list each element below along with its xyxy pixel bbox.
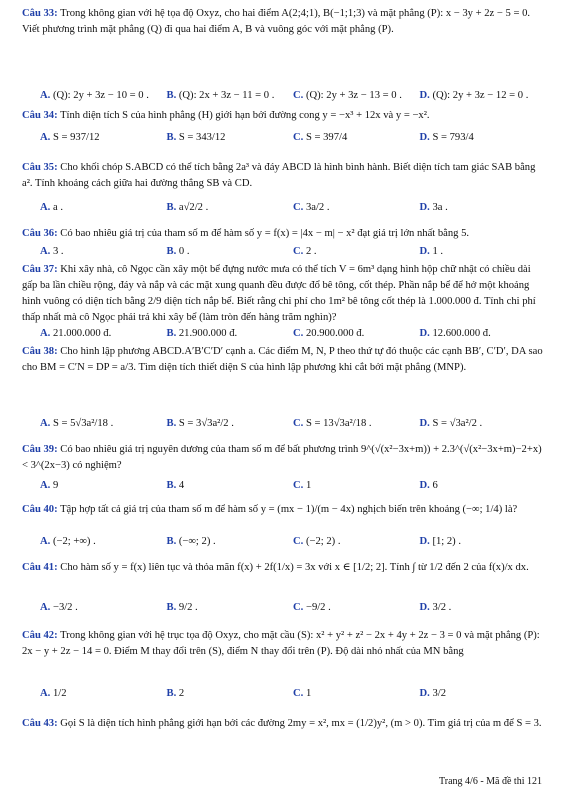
option-d[interactable]: D. 3/2 . — [419, 602, 452, 613]
option-a[interactable]: A. (−2; +∞) . — [40, 536, 96, 547]
question-number: Câu 39: — [22, 444, 58, 455]
question-number: Câu 43: — [22, 718, 58, 729]
option-a[interactable]: A. 9 — [40, 480, 59, 491]
question-number: Câu 41: — [22, 562, 58, 573]
question-text: Cho khối chóp S.ABCD có thể tích bằng 2a³ và đáy ABCD là hình bình hành. Biết diện tích tam giác SAB bằng a². Tính khoảng cách giữa hai đường thẳng SB và CD. — [22, 162, 536, 189]
option-d[interactable]: D. S = √3a²/2 . — [419, 418, 483, 429]
option-d[interactable]: D. 12.600.000 đ. — [419, 328, 491, 339]
options-34 — [22, 130, 546, 146]
question-38 — [22, 344, 546, 376]
option-c[interactable]: C. S = 13√3a²/18 . — [293, 418, 372, 429]
option-b[interactable]: B. 4 — [166, 480, 185, 491]
option-a[interactable]: A. 21.000.000 đ. — [40, 328, 112, 339]
option-b[interactable]: B. 0 . — [166, 246, 190, 257]
option-c[interactable]: C. 3a/2 . — [293, 202, 330, 213]
question-37 — [22, 262, 546, 326]
question-33 — [22, 6, 546, 38]
option-c[interactable]: C. 2 . — [293, 246, 317, 257]
question-number: Câu 36: — [22, 228, 58, 239]
option-d[interactable]: D. (Q): 2y + 3z − 12 = 0 . — [419, 90, 529, 101]
option-c[interactable]: C. (Q): 2y + 3z − 13 = 0 . — [293, 90, 402, 101]
option-c[interactable]: C. 20.900.000 đ. — [293, 328, 365, 339]
options-37 — [22, 326, 546, 342]
question-number: Câu 33: — [22, 8, 58, 19]
option-b[interactable]: B. S = 343/12 — [166, 132, 226, 143]
question-number: Câu 35: — [22, 162, 58, 173]
question-34 — [22, 108, 546, 124]
question-42 — [22, 628, 546, 660]
option-d[interactable]: D. 1 . — [419, 246, 444, 257]
options-42 — [22, 686, 546, 702]
question-text: Trong không gian với hệ trục tọa độ Oxyz, cho mặt cầu (S): x² + y² + z² − 2x + 4y + 2z − 3 = 0 và mặt phẳng (P): 2x − y + 2z − 14 = 0. Điểm M thay đổi trên (S), điểm N thay đổi trên (P). Độ dài nhỏ nhất của MN bằng — [22, 630, 540, 657]
question-41 — [22, 560, 546, 576]
option-b[interactable]: B. 2 — [166, 688, 185, 699]
question-39 — [22, 442, 546, 474]
question-text: Có bao nhiêu giá trị của tham số m để hàm số y = f(x) = |4x − m| − x² đạt giá trị lớn nhất bằng 5. — [60, 228, 470, 239]
options-39 — [22, 478, 546, 494]
option-b[interactable]: B. 21.900.000 đ. — [166, 328, 238, 339]
question-36 — [22, 226, 546, 242]
option-b[interactable]: B. 9/2 . — [166, 602, 198, 613]
option-c[interactable]: C. 1 — [293, 688, 312, 699]
option-a[interactable]: A. a . — [40, 202, 63, 213]
options-38 — [22, 416, 546, 432]
option-c[interactable]: C. −9/2 . — [293, 602, 331, 613]
question-43 — [22, 716, 546, 732]
question-35 — [22, 160, 546, 192]
question-text: Cho hình lập phương ABCD.A′B′C′D′ cạnh a. Các điểm M, N, P theo thứ tự đó thuộc các cạnh BB′, C′D′, DA sao cho BM = C′N = DP = a/3. Tìm diện tích thiết diện S của hình lập phương khi cắt bởi mặt phẳng (MNP). — [22, 346, 543, 373]
question-text: Trong không gian với hệ tọa độ Oxyz, cho hai điểm A(2;4;1), B(−1;1;3) và mặt phẳng (P): x − 3y + 2z − 5 = 0. Viết phương trình mặt phẳng (Q) đi qua hai điểm A, B và vuông góc với mặt phẳng (P). — [22, 8, 531, 35]
question-text: Khi xây nhà, cô Ngọc cần xây một bể đựng nước mưa có thể tích V = 6m³ dạng hình hộp chữ nhật có chiều dài gấp ba lần chiều rộng, đáy và nắp và các mặt xung quanh đều được đổ bê tông, cốt thép. Phần nắp bể để hở một khoảng hình vuông có diện tích bằng 2/9 diện tích nắp bể. Biết rằng chi phí cho 1m² bê tông cốt thép là 1.000.000 đ. Tính chi phí thấp nhất mà cô Ngọc phải trả khi xây bể (làm tròn đến hàng trăm nghìn)? — [22, 264, 536, 323]
question-40 — [22, 502, 546, 518]
option-c[interactable]: C. S = 397/4 — [293, 132, 348, 143]
option-a[interactable]: A. −3/2 . — [40, 602, 78, 613]
option-b[interactable]: B. (−∞; 2) . — [166, 536, 216, 547]
option-a[interactable]: A. S = 5√3a²/18 . — [40, 418, 114, 429]
question-number: Câu 42: — [22, 630, 58, 641]
option-c[interactable]: C. (−2; 2) . — [293, 536, 341, 547]
option-a[interactable]: A. (Q): 2y + 3z − 10 = 0 . — [40, 90, 149, 101]
option-a[interactable]: A. 1/2 — [40, 688, 67, 699]
option-d[interactable]: D. 3a . — [419, 202, 448, 213]
question-text: Tính diện tích S của hình phẳng (H) giới hạn bởi đường cong y = −x³ + 12x và y = −x². — [60, 110, 430, 121]
question-number: Câu 37: — [22, 264, 58, 275]
question-text: Có bao nhiêu giá trị nguyên dương của tham số m để bất phương trình 9^(√(x²−3x+m)) + 2.3^(√(x²−3x+m)−2+x) < 3^(2x−3) có nghiệm? — [22, 444, 542, 471]
option-a[interactable]: A. 3 . — [40, 246, 64, 257]
options-36 — [22, 244, 546, 260]
option-d[interactable]: D. [1; 2) . — [419, 536, 462, 547]
options-41 — [22, 600, 546, 616]
options-35 — [22, 200, 546, 216]
option-b[interactable]: B. (Q): 2x + 3z − 11 = 0 . — [166, 90, 275, 101]
option-d[interactable]: D. S = 793/4 — [419, 132, 474, 143]
option-d[interactable]: D. 6 — [419, 480, 438, 491]
question-number: Câu 40: — [22, 504, 58, 515]
question-text: Tập hợp tất cả giá trị của tham số m để hàm số y = (mx − 1)/(m − 4x) nghịch biến trên khoảng (−∞; 1/4) là? — [60, 504, 518, 515]
question-text: Gọi S là diện tích hình phẳng giới hạn bởi các đường 2my = x², mx = (1/2)y², (m > 0). Tìm giá trị của m để S = 3. — [60, 718, 542, 729]
option-b[interactable]: B. a√2/2 . — [166, 202, 209, 213]
option-d[interactable]: D. 3/2 — [419, 688, 447, 699]
option-b[interactable]: B. S = 3√3a²/2 . — [166, 418, 234, 429]
question-text: Cho hàm số y = f(x) liên tục và thỏa mãn f(x) + 2f(1/x) = 3x với x ∈ [1/2; 2]. Tính ∫ từ 1/2 đến 2 của f(x)/x dx. — [60, 562, 529, 573]
option-c[interactable]: C. 1 — [293, 480, 312, 491]
page-footer: Trang 4/6 - Mã đề thi 121 — [439, 776, 542, 787]
question-number: Câu 38: — [22, 346, 58, 357]
option-a[interactable]: A. S = 937/12 — [40, 132, 100, 143]
options-33 — [22, 88, 546, 104]
question-number: Câu 34: — [22, 110, 58, 121]
options-40 — [22, 534, 546, 550]
